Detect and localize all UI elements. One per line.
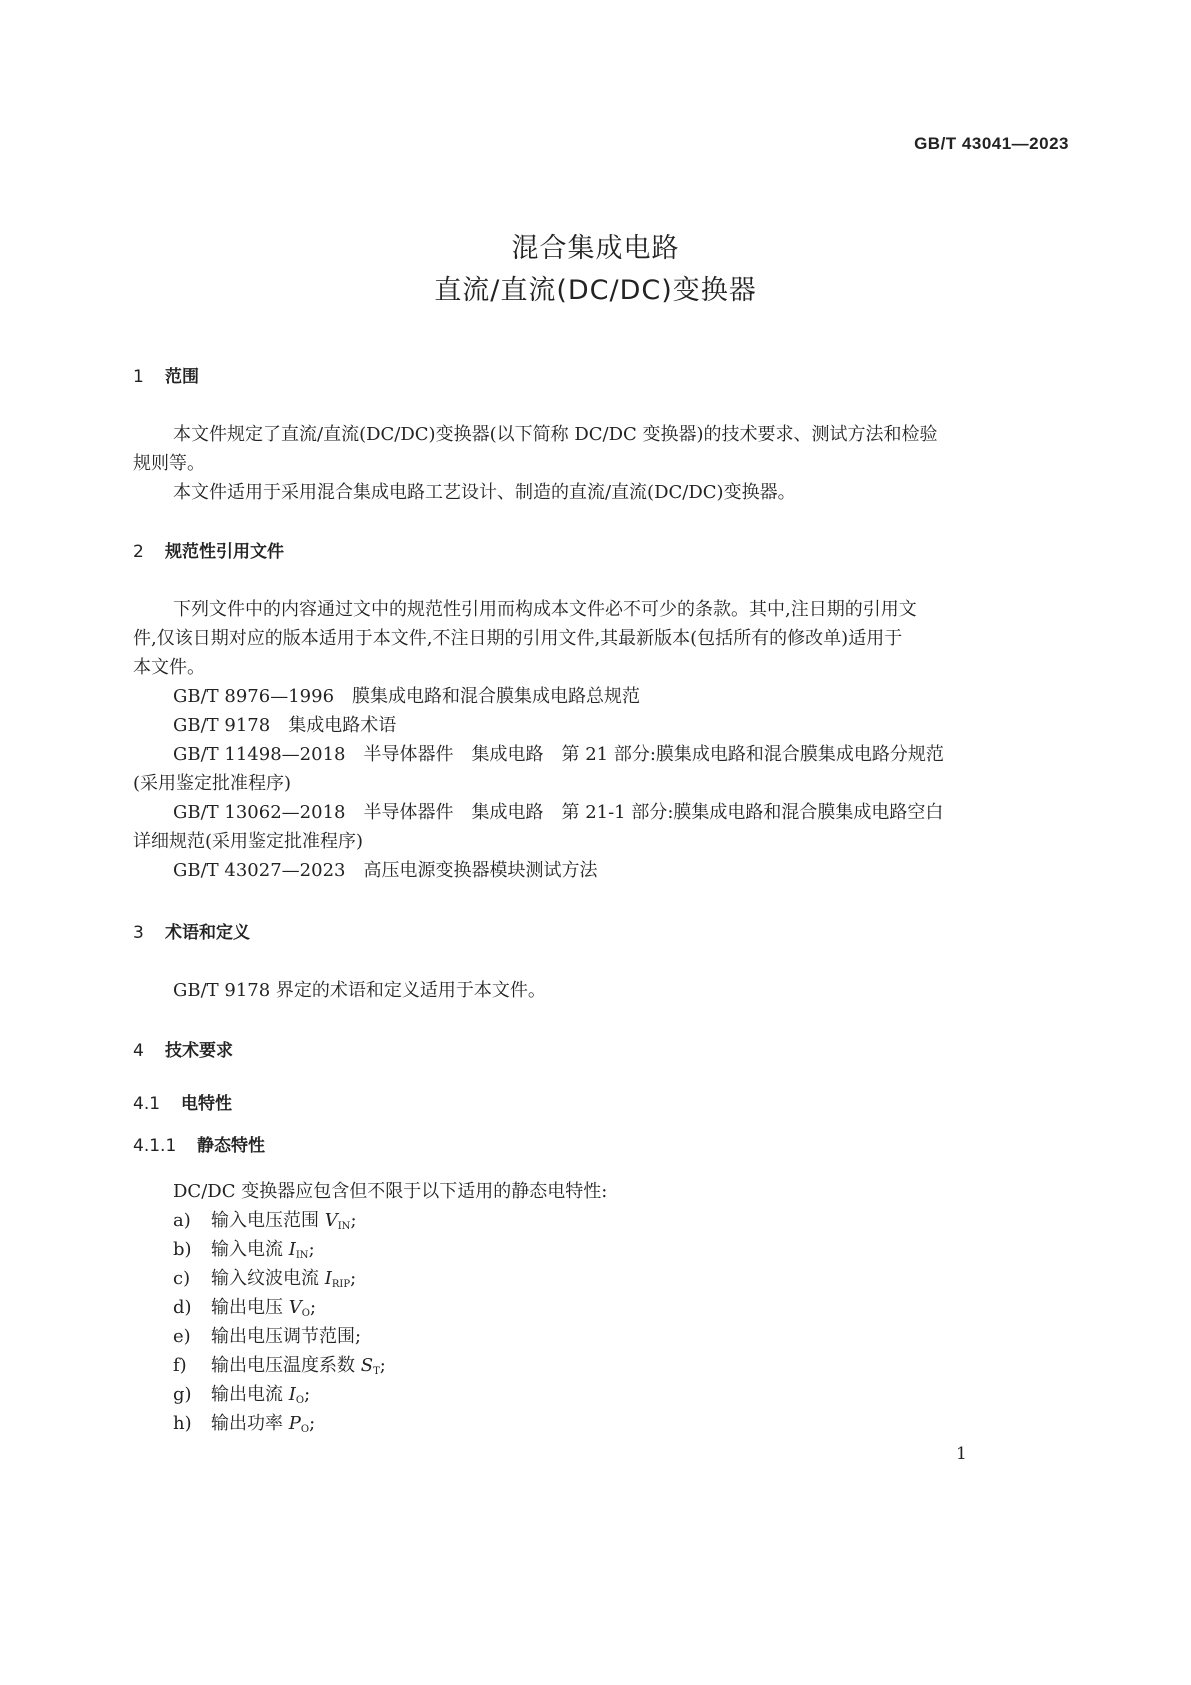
reference-title: 集成电路术语 xyxy=(288,715,397,736)
symbol-subscript: O xyxy=(295,1395,305,1406)
reference-item xyxy=(173,856,597,882)
section-heading-terms xyxy=(133,918,250,943)
section-title: 技术要求 xyxy=(165,1041,233,1061)
section-heading-technical-requirements xyxy=(133,1036,233,1061)
reference-item xyxy=(173,682,640,708)
list-item xyxy=(173,1264,356,1290)
section-number: 4 xyxy=(133,1041,144,1061)
subsection-heading-electrical xyxy=(133,1089,232,1114)
section-title: 静态特性 xyxy=(197,1136,265,1156)
list-marker: b) xyxy=(173,1239,192,1260)
symbol-subscript: IN xyxy=(295,1250,309,1261)
section-title: 规范性引用文件 xyxy=(165,542,284,562)
section-title: 术语和定义 xyxy=(165,923,250,943)
reference-code: GB/T 11498—2018 xyxy=(173,744,346,765)
list-end: ; xyxy=(309,1297,317,1318)
references-intro-line3: 本文件。 xyxy=(133,657,205,678)
list-marker: e) xyxy=(173,1326,191,1347)
reference-title: 高压电源变换器模块测试方法 xyxy=(363,860,598,881)
reference-title-continued: (采用鉴定批准程序) xyxy=(133,773,292,794)
list-text: 输出电压温度系数 xyxy=(211,1355,361,1376)
references-intro-line1: 下列文件中的内容通过文中的规范性引用而构成本文件必不可少的条款。其中,注日期的引用文 xyxy=(173,599,917,620)
list-text: 输入电压范围 xyxy=(211,1210,325,1231)
reference-code: GB/T 43027—2023 xyxy=(173,860,346,881)
list-text: 输出电流 xyxy=(211,1384,289,1405)
list-text: 输出电压 xyxy=(211,1297,289,1318)
list-item xyxy=(173,1293,316,1319)
symbol: S xyxy=(360,1355,374,1376)
list-marker: c) xyxy=(173,1268,191,1289)
section-heading-normative-references xyxy=(133,537,284,562)
list-text: 输入电流 xyxy=(211,1239,289,1260)
symbol: V xyxy=(324,1210,338,1231)
list-item xyxy=(173,1322,361,1348)
symbol-subscript: RIP xyxy=(331,1279,351,1290)
scope-paragraph-2: 本文件适用于采用混合集成电路工艺设计、制造的直流/直流(DC/DC)变换器。 xyxy=(173,482,796,503)
document-title-line1: 混合集成电路 xyxy=(511,233,680,264)
reference-title-continued: 详细规范(采用鉴定批准程序) xyxy=(133,831,364,852)
list-marker: d) xyxy=(173,1297,192,1318)
symbol-subscript: T xyxy=(373,1366,380,1377)
list-end: ; xyxy=(350,1210,357,1231)
document-title-line2: 直流/直流(DC/DC)变换器 xyxy=(434,275,757,306)
section-number: 4.1 xyxy=(133,1094,161,1114)
page-number: 1 xyxy=(956,1444,967,1464)
list-item xyxy=(173,1409,315,1435)
section-number: 3 xyxy=(133,923,144,943)
section-title: 范围 xyxy=(165,367,199,387)
section-title: 电特性 xyxy=(181,1094,232,1114)
reference-title: 膜集成电路和混合膜集成电路总规范 xyxy=(352,686,641,707)
list-marker: a) xyxy=(173,1210,191,1231)
scope-paragraph-1-line1: 本文件规定了直流/直流(DC/DC)变换器(以下简称 DC/DC 变换器)的技术要求、测试方法和检验 xyxy=(173,424,938,445)
list-marker: g) xyxy=(173,1384,192,1405)
list-end: ; xyxy=(379,1355,386,1376)
terms-paragraph: GB/T 9178 界定的术语和定义适用于本文件。 xyxy=(173,980,546,1001)
symbol: I xyxy=(324,1268,332,1289)
list-item xyxy=(173,1206,357,1232)
section-number: 2 xyxy=(133,542,144,562)
symbol: I xyxy=(288,1384,296,1405)
list-text: 输入纹波电流 xyxy=(211,1268,325,1289)
reference-item xyxy=(173,798,943,824)
section-number: 1 xyxy=(133,367,144,387)
reference-title: 半导体器件 集成电路 第 21-1 部分:膜集成电路和混合膜集成电路空白 xyxy=(363,802,944,823)
references-intro-line2: 件,仅该日期对应的版本适用于本文件,不注日期的引用文件,其最新版本(包括所有的修改单)适用于 xyxy=(133,628,903,649)
symbol: P xyxy=(288,1413,301,1434)
list-marker: h) xyxy=(173,1413,192,1434)
static-characteristics-intro: DC/DC 变换器应包含但不限于以下适用的静态电特性: xyxy=(173,1181,608,1202)
reference-code: GB/T 13062—2018 xyxy=(173,802,346,823)
section-number: 4.1.1 xyxy=(133,1136,177,1156)
symbol: V xyxy=(288,1297,302,1318)
reference-title: 半导体器件 集成电路 第 21 部分:膜集成电路和混合膜集成电路分规范 xyxy=(363,744,944,765)
subsection-heading-static xyxy=(133,1131,265,1156)
symbol-subscript: O xyxy=(300,1424,310,1435)
list-text: 输出功率 xyxy=(211,1413,289,1434)
symbol-subscript: IN xyxy=(337,1221,351,1232)
list-end: ; xyxy=(304,1384,311,1405)
symbol-subscript: O xyxy=(301,1308,310,1319)
list-item xyxy=(173,1351,386,1377)
list-item xyxy=(173,1235,315,1261)
symbol: I xyxy=(288,1239,296,1260)
reference-item xyxy=(173,711,396,737)
scope-paragraph-1-line2: 规则等。 xyxy=(133,453,205,474)
reference-item xyxy=(173,740,944,766)
list-end: ; xyxy=(309,1413,316,1434)
list-text: 输出电压调节范围; xyxy=(211,1326,362,1347)
list-item xyxy=(173,1380,310,1406)
standard-id: GB/T 43041—2023 xyxy=(914,134,1069,153)
reference-code: GB/T 8976—1996 xyxy=(173,686,335,707)
section-heading-scope xyxy=(133,362,199,387)
list-end: ; xyxy=(350,1268,357,1289)
list-marker: f) xyxy=(173,1355,187,1376)
reference-code: GB/T 9178 xyxy=(173,715,271,736)
list-end: ; xyxy=(308,1239,315,1260)
